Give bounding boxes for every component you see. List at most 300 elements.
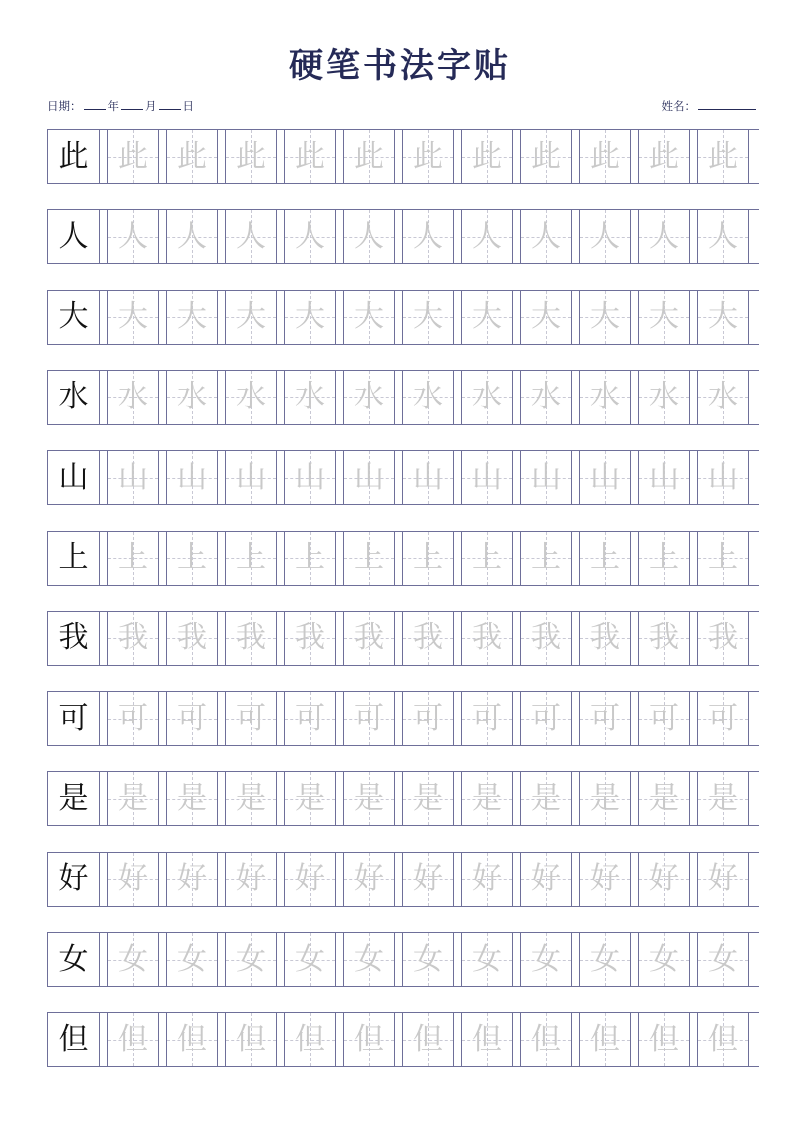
trace-cell (638, 451, 690, 504)
trace-character: 好 (236, 861, 266, 897)
trace-character: 大 (118, 299, 148, 335)
trace-character: 我 (354, 620, 384, 656)
trace-character: 可 (590, 700, 620, 736)
trace-character: 水 (354, 379, 384, 415)
trace-character: 山 (118, 459, 148, 495)
trace-cell (579, 933, 631, 986)
trace-character: 我 (531, 620, 561, 656)
trace-cell (697, 451, 749, 504)
trace-cell (520, 933, 572, 986)
date-line (47, 98, 194, 114)
trace-character: 可 (354, 700, 384, 736)
trace-character: 人 (354, 218, 384, 254)
trace-cell (284, 853, 336, 906)
trace-character: 山 (177, 459, 207, 495)
trace-character: 可 (413, 700, 443, 736)
trace-character: 水 (413, 379, 443, 415)
model-cell (48, 612, 100, 665)
practice-row (47, 691, 759, 746)
trace-cell (343, 532, 395, 585)
day-label: 日 (182, 99, 194, 113)
name-line (662, 98, 759, 114)
model-character: 我 (58, 620, 89, 656)
trace-character: 上 (590, 540, 620, 575)
month-label: 月 (145, 99, 157, 113)
trace-character: 人 (413, 218, 443, 254)
trace-character: 上 (118, 540, 148, 575)
trace-character: 大 (472, 299, 502, 335)
trace-character: 上 (472, 540, 502, 575)
trace-character: 女 (413, 941, 443, 977)
trace-character: 好 (118, 861, 148, 897)
trace-character: 此 (531, 138, 561, 174)
trace-character: 山 (708, 459, 738, 495)
trace-cell (225, 1013, 277, 1066)
trace-cell (284, 130, 336, 183)
trace-cell (107, 853, 159, 906)
trace-cell (520, 532, 572, 585)
trace-cell (579, 772, 631, 825)
trace-cell (107, 933, 159, 986)
name-label: 姓名： (661, 99, 696, 113)
trace-character: 好 (531, 861, 561, 897)
trace-cell (461, 532, 513, 585)
trace-character: 但 (649, 1021, 679, 1057)
trace-cell (579, 130, 631, 183)
trace-character: 好 (295, 861, 325, 897)
model-cell (48, 772, 100, 825)
trace-character: 女 (236, 941, 266, 977)
trace-character: 但 (413, 1021, 443, 1057)
trace-cell (697, 371, 749, 424)
trace-cell (284, 612, 336, 665)
practice-row (47, 209, 759, 264)
trace-character: 但 (354, 1021, 384, 1057)
trace-character: 是 (531, 780, 561, 816)
trace-character: 山 (472, 459, 502, 495)
trace-cell (225, 692, 277, 745)
trace-character: 好 (649, 861, 679, 897)
trace-character: 此 (708, 138, 738, 174)
trace-cell (402, 853, 454, 906)
trace-cell (284, 772, 336, 825)
trace-cell (638, 692, 690, 745)
trace-character: 人 (118, 218, 148, 254)
trace-cell (166, 612, 218, 665)
practice-row (47, 290, 759, 345)
trace-character: 女 (118, 941, 148, 977)
trace-character: 好 (354, 861, 384, 897)
trace-cell (166, 371, 218, 424)
trace-cell (402, 692, 454, 745)
trace-cell (107, 451, 159, 504)
trace-character: 可 (649, 700, 679, 736)
trace-character: 我 (472, 620, 502, 656)
trace-cell (520, 772, 572, 825)
trace-cell (697, 532, 749, 585)
trace-cell (343, 130, 395, 183)
trace-character: 水 (295, 379, 325, 415)
trace-cell (225, 612, 277, 665)
trace-character: 上 (531, 540, 561, 575)
trace-character: 上 (649, 540, 679, 575)
trace-cell (107, 1013, 159, 1066)
trace-cell (461, 692, 513, 745)
trace-character: 好 (413, 861, 443, 897)
trace-cell (343, 451, 395, 504)
trace-character: 但 (708, 1021, 738, 1057)
trace-character: 大 (413, 299, 443, 335)
trace-cell (638, 853, 690, 906)
trace-character: 是 (295, 780, 325, 816)
trace-character: 是 (590, 780, 620, 816)
trace-cell (638, 371, 690, 424)
trace-cell (343, 1013, 395, 1066)
model-character: 是 (58, 780, 89, 816)
trace-cell (638, 1013, 690, 1066)
trace-character: 好 (472, 861, 502, 897)
trace-character: 此 (177, 138, 207, 174)
model-character: 好 (58, 861, 89, 897)
trace-cell (638, 772, 690, 825)
trace-cell (284, 933, 336, 986)
trace-character: 女 (295, 941, 325, 977)
model-character: 水 (58, 379, 89, 415)
trace-character: 但 (590, 1021, 620, 1057)
trace-cell (402, 532, 454, 585)
trace-character: 女 (472, 941, 502, 977)
trace-cell (697, 210, 749, 263)
trace-character: 可 (708, 700, 738, 736)
trace-cell (343, 291, 395, 344)
trace-cell (579, 210, 631, 263)
trace-character: 女 (531, 941, 561, 977)
trace-character: 大 (354, 299, 384, 335)
trace-character: 可 (531, 700, 561, 736)
trace-cell (697, 933, 749, 986)
trace-cell (461, 1013, 513, 1066)
trace-character: 山 (649, 459, 679, 495)
practice-row (47, 531, 759, 586)
trace-cell (343, 692, 395, 745)
trace-cell (638, 933, 690, 986)
trace-cell (343, 772, 395, 825)
practice-row (47, 370, 759, 425)
trace-cell (402, 371, 454, 424)
trace-cell (520, 692, 572, 745)
trace-cell (520, 853, 572, 906)
trace-cell (638, 532, 690, 585)
trace-character: 水 (236, 379, 266, 415)
trace-cell (166, 532, 218, 585)
trace-cell (520, 451, 572, 504)
model-cell (48, 933, 100, 986)
trace-cell (579, 532, 631, 585)
trace-character: 大 (649, 299, 679, 335)
model-character: 人 (58, 218, 89, 254)
trace-character: 女 (177, 941, 207, 977)
trace-cell (166, 1013, 218, 1066)
trace-cell (343, 933, 395, 986)
model-character: 可 (58, 700, 89, 736)
trace-character: 是 (413, 780, 443, 816)
trace-character: 女 (708, 941, 738, 977)
trace-cell (343, 853, 395, 906)
trace-cell (284, 371, 336, 424)
trace-character: 大 (236, 299, 266, 335)
trace-character: 水 (118, 379, 148, 415)
trace-cell (284, 291, 336, 344)
year-blank (84, 98, 106, 110)
trace-cell (343, 371, 395, 424)
trace-character: 人 (531, 218, 561, 254)
model-character: 大 (58, 299, 89, 335)
trace-character: 好 (708, 861, 738, 897)
trace-cell (697, 692, 749, 745)
trace-cell (225, 772, 277, 825)
trace-cell (638, 291, 690, 344)
trace-cell (638, 130, 690, 183)
trace-cell (225, 130, 277, 183)
trace-character: 此 (118, 138, 148, 174)
trace-character: 女 (590, 941, 620, 977)
model-cell (48, 692, 100, 745)
trace-character: 是 (649, 780, 679, 816)
trace-character: 此 (295, 138, 325, 174)
trace-cell (461, 371, 513, 424)
trace-cell (402, 612, 454, 665)
trace-cell (107, 371, 159, 424)
trace-character: 水 (708, 379, 738, 415)
page-title: 硬笔书法字贴 (289, 46, 511, 86)
trace-cell (225, 451, 277, 504)
trace-character: 上 (177, 540, 207, 575)
trace-cell (579, 853, 631, 906)
trace-character: 此 (649, 138, 679, 174)
trace-character: 可 (236, 700, 266, 736)
trace-cell (402, 451, 454, 504)
trace-cell (225, 532, 277, 585)
trace-character: 大 (295, 299, 325, 335)
trace-cell (461, 451, 513, 504)
trace-cell (402, 130, 454, 183)
trace-character: 人 (472, 218, 502, 254)
trace-character: 大 (531, 299, 561, 335)
trace-character: 我 (295, 620, 325, 656)
trace-character: 水 (472, 379, 502, 415)
trace-cell (697, 1013, 749, 1066)
trace-cell (225, 210, 277, 263)
trace-character: 但 (295, 1021, 325, 1057)
trace-character: 我 (177, 620, 207, 656)
trace-character: 我 (236, 620, 266, 656)
trace-cell (461, 210, 513, 263)
trace-cell (461, 130, 513, 183)
trace-character: 人 (177, 218, 207, 254)
trace-character: 山 (531, 459, 561, 495)
trace-character: 我 (118, 620, 148, 656)
model-character: 山 (58, 459, 89, 495)
practice-row (47, 852, 759, 907)
trace-cell (520, 1013, 572, 1066)
trace-character: 是 (354, 780, 384, 816)
trace-character: 山 (236, 459, 266, 495)
trace-cell (284, 532, 336, 585)
day-blank (159, 98, 181, 110)
trace-character: 是 (236, 780, 266, 816)
trace-cell (107, 772, 159, 825)
model-cell (48, 1013, 100, 1066)
trace-cell (166, 933, 218, 986)
trace-character: 水 (590, 379, 620, 415)
trace-cell (225, 933, 277, 986)
trace-cell (579, 692, 631, 745)
trace-cell (579, 451, 631, 504)
trace-cell (520, 371, 572, 424)
trace-cell (225, 853, 277, 906)
model-cell (48, 451, 100, 504)
trace-cell (107, 612, 159, 665)
trace-cell (697, 772, 749, 825)
trace-cell (107, 291, 159, 344)
trace-cell (579, 291, 631, 344)
trace-cell (166, 210, 218, 263)
name-blank (698, 98, 756, 110)
trace-character: 山 (295, 459, 325, 495)
month-blank (121, 98, 143, 110)
trace-character: 是 (472, 780, 502, 816)
trace-cell (284, 1013, 336, 1066)
trace-character: 是 (118, 780, 148, 816)
trace-character: 女 (649, 941, 679, 977)
practice-row (47, 771, 759, 826)
trace-character: 上 (413, 540, 443, 575)
trace-character: 但 (472, 1021, 502, 1057)
trace-cell (107, 532, 159, 585)
trace-cell (697, 853, 749, 906)
trace-character: 上 (236, 540, 266, 575)
trace-cell (697, 130, 749, 183)
trace-character: 可 (472, 700, 502, 736)
trace-cell (166, 853, 218, 906)
trace-character: 可 (177, 700, 207, 736)
trace-cell (697, 291, 749, 344)
model-character: 女 (58, 941, 89, 977)
trace-character: 上 (295, 540, 325, 575)
trace-cell (166, 130, 218, 183)
trace-cell (284, 451, 336, 504)
model-cell (48, 210, 100, 263)
trace-character: 我 (590, 620, 620, 656)
trace-character: 大 (590, 299, 620, 335)
trace-character: 水 (649, 379, 679, 415)
trace-cell (166, 451, 218, 504)
trace-character: 此 (236, 138, 266, 174)
trace-cell (107, 130, 159, 183)
trace-cell (107, 210, 159, 263)
trace-cell (461, 612, 513, 665)
trace-cell (461, 853, 513, 906)
model-cell (48, 291, 100, 344)
trace-character: 此 (354, 138, 384, 174)
trace-character: 是 (177, 780, 207, 816)
model-character: 此 (58, 138, 89, 174)
trace-cell (520, 210, 572, 263)
trace-cell (520, 612, 572, 665)
trace-cell (520, 291, 572, 344)
trace-character: 可 (118, 700, 148, 736)
trace-cell (225, 371, 277, 424)
model-character: 但 (58, 1021, 89, 1057)
practice-row (47, 932, 759, 987)
date-label: 日期： (47, 99, 82, 113)
trace-character: 大 (177, 299, 207, 335)
trace-cell (284, 210, 336, 263)
model-cell (48, 853, 100, 906)
trace-character: 上 (708, 540, 738, 575)
trace-character: 好 (177, 861, 207, 897)
trace-cell (461, 291, 513, 344)
trace-character: 但 (177, 1021, 207, 1057)
trace-cell (579, 1013, 631, 1066)
model-character: 上 (58, 540, 89, 575)
practice-row (47, 611, 759, 666)
trace-cell (284, 692, 336, 745)
trace-character: 但 (236, 1021, 266, 1057)
trace-cell (107, 692, 159, 745)
trace-cell (402, 291, 454, 344)
trace-cell (166, 291, 218, 344)
trace-character: 但 (531, 1021, 561, 1057)
trace-cell (402, 1013, 454, 1066)
trace-character: 是 (708, 780, 738, 816)
trace-character: 此 (472, 138, 502, 174)
trace-character: 上 (354, 540, 384, 575)
trace-cell (166, 772, 218, 825)
trace-character: 好 (590, 861, 620, 897)
practice-row (47, 1012, 759, 1067)
trace-character: 人 (295, 218, 325, 254)
trace-character: 山 (413, 459, 443, 495)
practice-row (47, 129, 759, 184)
year-label: 年 (107, 99, 119, 113)
trace-character: 此 (413, 138, 443, 174)
trace-character: 此 (590, 138, 620, 174)
trace-character: 水 (177, 379, 207, 415)
trace-cell (579, 612, 631, 665)
trace-character: 人 (649, 218, 679, 254)
trace-character: 大 (708, 299, 738, 335)
model-cell (48, 371, 100, 424)
model-cell (48, 532, 100, 585)
trace-character: 但 (118, 1021, 148, 1057)
trace-character: 山 (354, 459, 384, 495)
trace-character: 山 (590, 459, 620, 495)
trace-cell (402, 210, 454, 263)
trace-cell (461, 772, 513, 825)
trace-cell (402, 772, 454, 825)
trace-character: 可 (295, 700, 325, 736)
trace-cell (343, 612, 395, 665)
trace-character: 我 (649, 620, 679, 656)
trace-cell (402, 933, 454, 986)
model-cell (48, 130, 100, 183)
trace-cell (520, 130, 572, 183)
trace-character: 人 (590, 218, 620, 254)
trace-cell (638, 612, 690, 665)
trace-cell (166, 692, 218, 745)
trace-character: 我 (413, 620, 443, 656)
